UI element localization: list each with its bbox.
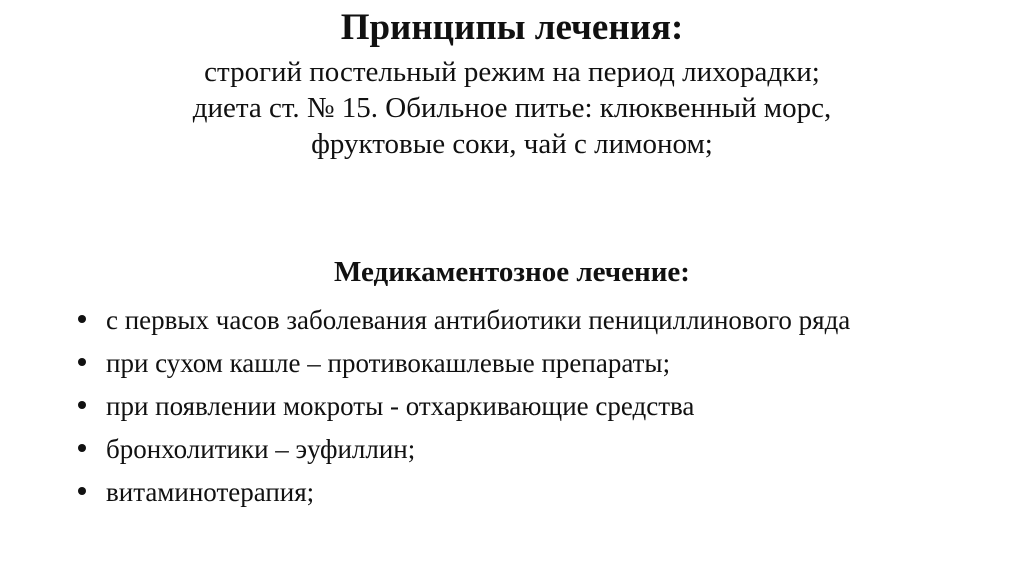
bullet-icon [78,315,86,323]
list-item [70,302,990,345]
list-item-text: при сухом кашле – противокашлевые препараты; [106,348,671,378]
bullet-icon [78,358,86,366]
intro-line: строгий постельный режим на период лихорадки; [204,56,820,88]
intro-line: фруктовые соки, чай с лимоном; [311,128,713,160]
section-heading: Медикаментозное лечение: [334,256,690,288]
treatment-list [70,302,990,517]
bullet-icon [78,444,86,452]
list-item-text: с первых часов заболевания антибиотики пенициллинового ряда [106,305,851,335]
list-item-text: витаминотерапия; [106,477,315,507]
intro-paragraph [0,54,1024,162]
bullet-icon [78,401,86,409]
intro-line: диета ст. № 15. Обильное питье: клюквенный морс, [192,92,832,124]
list-item [70,388,990,431]
bullet-icon [78,487,86,495]
slide-title: Принципы лечения: [340,7,684,48]
list-item-text: при появлении мокроты - отхаркивающие средства [106,391,695,421]
list-item [70,431,990,474]
list-item [70,474,990,517]
list-item-text: бронхолитики – эуфиллин; [106,434,416,464]
list-item [70,345,990,388]
